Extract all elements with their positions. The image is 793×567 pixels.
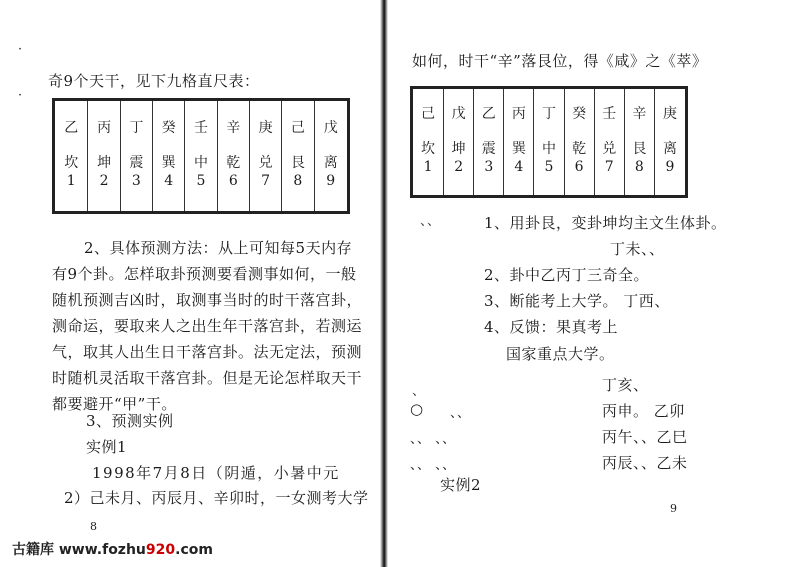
trigram-name: 艮 [290, 155, 305, 171]
palace-number: 9 [326, 173, 336, 189]
trigram-name: 离 [323, 155, 338, 171]
speck: 、 [412, 384, 426, 399]
paragraph-line: 都要避开“甲”干。 [52, 395, 177, 413]
stem-label: 乙 [481, 106, 496, 122]
table-cell [54, 100, 88, 213]
table-cell [654, 88, 686, 197]
stem-label: 壬 [602, 106, 617, 122]
table-cell [282, 100, 314, 213]
trigram-label [153, 150, 184, 206]
ganzhi-note: 丁未、、 [610, 240, 665, 258]
palace-number: 7 [261, 173, 271, 189]
table-cell [185, 100, 217, 213]
trigram-label [595, 136, 624, 192]
ganzhi-line: 丙午、、乙巳 [602, 428, 688, 446]
trigram-name: 震 [481, 141, 496, 157]
palace-number: 5 [196, 173, 206, 189]
table-cell [534, 88, 564, 197]
palace-number: 1 [423, 159, 433, 175]
analysis-item: 国家重点大学。 [506, 345, 615, 363]
trigram-label [218, 150, 249, 206]
trigram-name: 乾 [572, 141, 587, 157]
table-cell [564, 88, 594, 197]
palace-number: 3 [484, 159, 494, 175]
example-title: 实例2 [440, 476, 482, 494]
speck: 、、 、、 [410, 432, 456, 447]
speck: · [18, 88, 23, 103]
stem-label: 癸 [161, 120, 176, 136]
trigram-name: 坎 [421, 141, 436, 157]
trigram-name: 中 [541, 141, 556, 157]
right-page [388, 0, 793, 567]
left-page [0, 0, 380, 567]
paragraph-line: 测命运，要取来人之出生年干落宫卦，若测运 [52, 317, 363, 335]
stem-label: 己 [290, 120, 305, 136]
stem-trigram-table [52, 98, 350, 214]
trigram-name: 震 [129, 155, 144, 171]
palace-number: 4 [164, 173, 174, 189]
stem-label: 丙 [97, 120, 112, 136]
trigram-label [565, 136, 594, 192]
trigram-name: 中 [193, 155, 208, 171]
palace-number: 6 [574, 159, 584, 175]
stem-label: 辛 [226, 120, 241, 136]
palace-number: 9 [665, 159, 675, 175]
trigram-label [534, 136, 563, 192]
stem-label: 壬 [193, 120, 208, 136]
trigram-name: 坤 [97, 155, 112, 171]
trigram-name: 巽 [511, 141, 526, 157]
ganzhi-line: 丙申。 乙卯 [602, 402, 685, 420]
analysis-item: 3、断能考上大学。 丁西、 [484, 292, 670, 310]
page-number: 9 [670, 502, 678, 515]
trigram-label [121, 150, 152, 206]
trigram-label [474, 136, 503, 192]
table-cell [249, 100, 281, 213]
stem-label: 丁 [129, 120, 144, 136]
ganzhi-line: 丙辰、、乙未 [602, 454, 688, 472]
trigram-label [250, 150, 281, 206]
paragraph-line: 2、具体预测方法：从上可知每5天内存 [84, 239, 353, 257]
palace-number: 2 [99, 173, 109, 189]
stem-trigram-table [410, 86, 688, 198]
top-line: 如何，时干“辛”落艮位，得《咸》之《萃》 [412, 52, 708, 70]
site-url: www.fozhu920.com [58, 542, 213, 558]
stem-label: 戊 [451, 106, 466, 122]
trigram-name: 兑 [602, 141, 617, 157]
table-cell [314, 100, 348, 213]
analysis-item: 4、反馈：果真考上 [484, 318, 619, 336]
stem-label: 庚 [662, 106, 677, 122]
palace-number: 8 [634, 159, 644, 175]
palace-number: 8 [293, 173, 303, 189]
trigram-label [625, 136, 654, 192]
table-cell [474, 88, 504, 197]
section-heading: 3、预测实例 [86, 412, 174, 430]
stem-label: 辛 [632, 106, 647, 122]
trigram-label [413, 136, 443, 192]
trigram-name: 艮 [632, 141, 647, 157]
speck: 、、 [420, 214, 441, 229]
speck: 、、 [450, 406, 471, 421]
analysis-item: 2、卦中乙丙丁三奇全。 [484, 266, 650, 284]
palace-number: 2 [454, 159, 464, 175]
trigram-label [315, 150, 347, 206]
palace-number: 3 [131, 173, 141, 189]
paragraph-line: 时随机灵活取干落宫卦。但是无论怎样取天干 [52, 369, 363, 387]
trigram-label [282, 150, 313, 206]
table-cell [444, 88, 474, 197]
ganzhi-line: 丁亥、 [602, 376, 649, 394]
trigram-label [444, 136, 473, 192]
trigram-label [655, 136, 685, 192]
palace-number: 6 [228, 173, 238, 189]
stem-label: 戊 [323, 120, 338, 136]
trigram-name: 离 [662, 141, 677, 157]
table-cell [217, 100, 249, 213]
stem-label: 庚 [258, 120, 273, 136]
table-cell [594, 88, 624, 197]
trigram-name: 乾 [226, 155, 241, 171]
stem-label: 丙 [511, 106, 526, 122]
palace-number: 1 [66, 173, 76, 189]
site-name: 古籍库 [12, 542, 54, 558]
example-line: 1998年7月8日（阴遁，小暑中元 [92, 464, 340, 482]
page-number: 8 [90, 520, 98, 533]
table-cell [88, 100, 120, 213]
speck: · [18, 42, 23, 57]
trigram-label [185, 150, 216, 206]
example-line: 2）己未月、丙辰月、辛卯时，一女测考大学 [64, 489, 369, 507]
stem-label: 丁 [541, 106, 556, 122]
table-cell [120, 100, 152, 213]
trigram-name: 坎 [64, 155, 79, 171]
stem-label: 乙 [64, 120, 79, 136]
speck: 、、 、、 [410, 458, 456, 473]
paragraph-line: 气，取其人出生日干落宫卦。法无定法，预测 [52, 343, 363, 361]
table-cell [504, 88, 534, 197]
circle-mark: ○ [410, 400, 424, 418]
trigram-label [55, 150, 87, 206]
analysis-item: 1、用卦艮，变卦坤均主文生体卦。 [484, 214, 727, 232]
stem-label: 癸 [572, 106, 587, 122]
stem-label: 己 [421, 106, 436, 122]
trigram-name: 兑 [258, 155, 273, 171]
table-cell [624, 88, 654, 197]
example-title: 实例1 [86, 438, 128, 456]
book-spine [380, 0, 388, 567]
site-watermark [0, 539, 282, 561]
table-cell [412, 88, 444, 197]
paragraph-line: 有9个卦。怎样取卦预测要看测事如何，一般 [52, 265, 357, 283]
table-cell [153, 100, 185, 213]
paragraph-line: 随机预测吉凶时，取测事当时的时干落宫卦， [52, 291, 363, 309]
trigram-label [88, 150, 119, 206]
palace-number: 7 [604, 159, 614, 175]
trigram-name: 巽 [161, 155, 176, 171]
intro-line: 奇9个天干，见下九格直尺表： [48, 72, 260, 90]
palace-number: 4 [514, 159, 524, 175]
trigram-name: 坤 [451, 141, 466, 157]
trigram-label [504, 136, 533, 192]
palace-number: 5 [544, 159, 554, 175]
